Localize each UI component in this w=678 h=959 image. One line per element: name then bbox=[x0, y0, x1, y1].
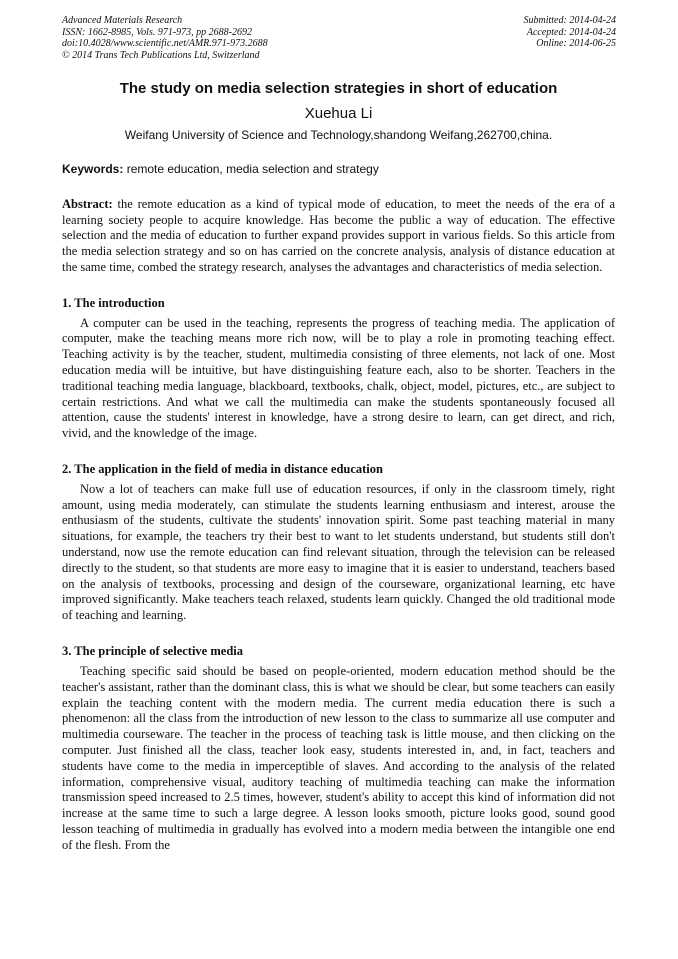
journal-issn: ISSN: 1662-8985, Vols. 971-973, pp 2688-2692 bbox=[62, 26, 252, 38]
abstract bbox=[62, 197, 615, 276]
author-name: Xuehua Li bbox=[304, 105, 373, 122]
paper-title: The study on media selection strategies in short of education bbox=[119, 80, 558, 97]
online-date: Online: 2014-06-25 bbox=[536, 38, 616, 50]
author-affiliation: Weifang University of Science and Technology,shandong Weifang,262700,china. bbox=[124, 128, 553, 142]
section-heading-principle: 3. The principle of selective media bbox=[62, 644, 243, 659]
journal-info bbox=[62, 15, 268, 61]
section-heading-introduction: 1. The introduction bbox=[62, 295, 165, 310]
journal-copyright: © 2014 Trans Tech Publications Ltd, Switzerland bbox=[62, 49, 260, 61]
paper-content bbox=[62, 80, 615, 873]
keywords-text: remote education, media selection and strategy bbox=[123, 162, 379, 176]
submitted-date: Submitted: 2014-04-24 bbox=[523, 15, 616, 26]
accepted-date: Accepted: 2014-04-24 bbox=[526, 26, 616, 38]
journal-header bbox=[62, 15, 616, 65]
section-body-introduction: A computer can be used in the teaching, represents the progress of teaching media. The application of computer, make the teaching means more rich now, will be to play a role in promoting teaching effect. Teaching activity is by the teacher, student, multimedia consisting of three elements, not lack of one. Most education media will be intuitive, but have distinguishing feature each, also to be shorter. Teachers in the traditional teaching media language, blackboard, textbooks, chalk, object, model, pictures, etc., are subject to certain restrictions. And what we call the multimedia can make the students spontaneously focused all attention, cause the students' interest in knowledge, have a strong desire to learn, can get direct, and rich, vivid, and the knowledge of the image. bbox=[62, 315, 615, 441]
publication-dates bbox=[524, 15, 617, 50]
keywords-label: Keywords: bbox=[62, 162, 124, 176]
journal-doi[interactable]: doi:10.4028/www.scientific.net/AMR.971-973.2688 bbox=[62, 38, 268, 50]
section-heading-application: 2. The application in the field of media in distance education bbox=[62, 461, 383, 476]
abstract-label: Abstract: bbox=[62, 197, 113, 211]
journal-name: Advanced Materials Research bbox=[62, 15, 183, 26]
section-body-principle: Teaching specific said should be based on people-oriented, modern education method should be the teacher's assistant, rather than the dominant class, this is what we should be clear, but some teachers can easily explain the teaching content with the modern media. The current media education there is such a phenomenon: all the class from the introduction of new lesson to the class to summarize all use computer and multimedia courseware. The teacher in the process of teaching task is little mouse, and then clicking on the computer. Just finished all the class, teacher look easy, students interested in, and, in fact, teachers and students have come to the media in imperceptible of slaves. And according to the analysis of the related information, comprehensive visual, auditory teaching of multimedia teaching can make the information transmission speed increased to 2.5 times, however, student's ability to accept this kind of information did not increase at the same time to such a large degree. A lesson looks smooth, picture looks good, sound good lesson teaching of multimedia in gradually has evolved into a modern media between the intangible one end of the flesh. From the bbox=[62, 664, 615, 852]
keywords bbox=[62, 162, 615, 176]
section-body-application: Now a lot of teachers can make full use of education resources, if only in the classroom timely, right amount, using media moderately, can stimulate the students learning enthusiasm and interest, arouse the enthusiasm of the students, cultivate the students' innovation spirit. Some past teaching material in many situations, for example, the teachers try their best to want to let students understand, but students still don't understand, now use the remote education can find relevant situation, through the television can be released directly to the student, so that students are more easy to imagine that it is easier to understand, teachers based on the analysis of textbooks, processing and design of the courseware, organizational learning, etc have improved significantly. Make teachers teach relaxed, students learn quickly. Changed the old traditional mode of teaching and learning. bbox=[62, 481, 615, 623]
abstract-text: the remote education as a kind of typical mode of education, to meet the needs of the era of a learning society people to acquire knowledge. Has become the public a way of education. The effective selection and the media of education to further expand provides support in various fields. So this article from the media selection strategy and so on has carried on the concrete analysis, analysis of distance education at the same time, combed the strategy research, analyses the advantages and characteristics of media selection. bbox=[62, 197, 615, 274]
